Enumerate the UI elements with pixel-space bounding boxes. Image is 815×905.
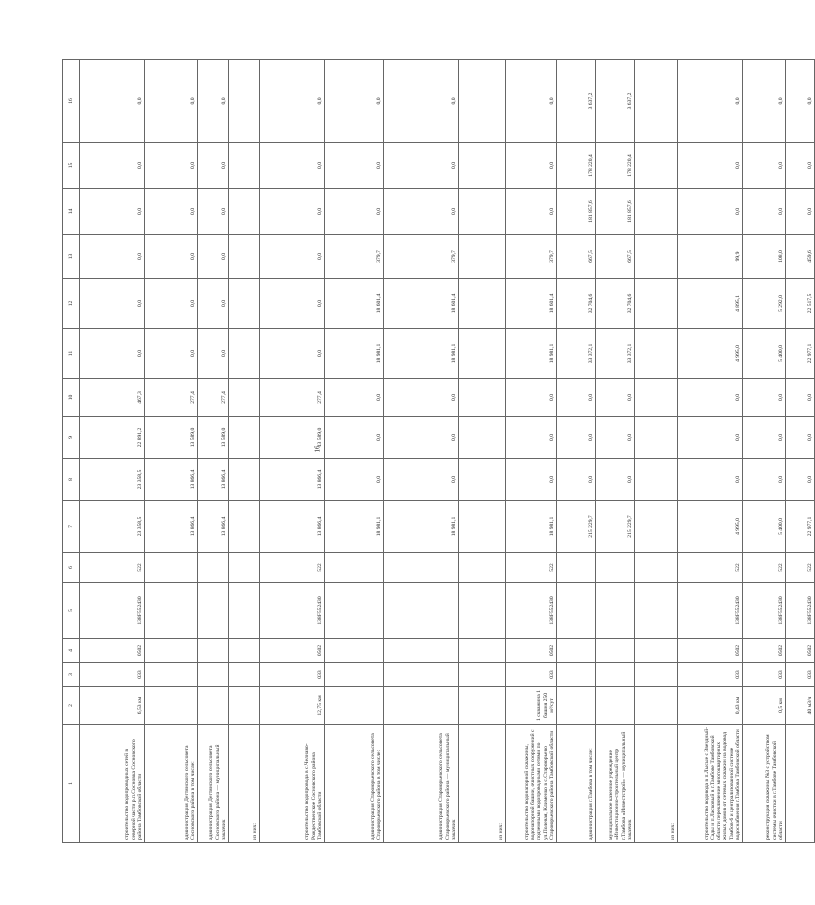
header-cell: 3: [63, 663, 80, 687]
table-cell: 0,0: [743, 189, 786, 235]
table-cell: 18 981,1: [384, 329, 459, 379]
table-cell: 13 866,4: [198, 501, 229, 553]
table-cell: [459, 60, 506, 143]
table-cell: [635, 583, 678, 639]
table-cell: 467,3: [80, 379, 145, 417]
table-cell: 0,0: [786, 379, 815, 417]
table-cell: 0,0: [325, 60, 384, 143]
table-cell: 0,0: [260, 143, 325, 189]
table-cell: [459, 583, 506, 639]
table-cell: 5 400,0: [743, 501, 786, 553]
header-cell: 16: [63, 60, 80, 143]
table-cell: 0,0: [145, 235, 198, 279]
table-cell: [198, 553, 229, 583]
table-cell: [384, 639, 459, 663]
table-cell: 0,0: [325, 459, 384, 501]
table-row: [743, 60, 786, 843]
table-cell: 0502: [506, 639, 557, 663]
table-cell: [635, 189, 678, 235]
table-cell: 181 857,6: [557, 189, 596, 235]
rotated-table-container: [62, 60, 813, 843]
budget-table: [62, 59, 815, 843]
table-cell: 667,5: [557, 235, 596, 279]
table-cell: 033: [260, 663, 325, 687]
table-cell: 0,0: [384, 417, 459, 459]
table-cell: 178 220,4: [557, 143, 596, 189]
table-row: [459, 60, 506, 843]
table-row: [325, 60, 384, 843]
table-cell: 1 скважина 1 башня 250 м³/сут: [506, 687, 557, 725]
table-cell: 13 589,0: [260, 417, 325, 459]
table-cell: [145, 583, 198, 639]
table-cell: из них:: [229, 725, 260, 843]
table-cell: [635, 143, 678, 189]
table-cell: [635, 553, 678, 583]
table-cell: 0,0: [743, 143, 786, 189]
table-cell: 40 м3/ч: [786, 687, 815, 725]
table-cell: 32 704,6: [596, 279, 635, 329]
table-cell: [229, 639, 260, 663]
table-cell: [229, 189, 260, 235]
table-cell: 0,0: [678, 189, 743, 235]
table-cell: [596, 639, 635, 663]
table-cell: 0,0: [260, 189, 325, 235]
table-cell: 0,0: [384, 189, 459, 235]
table-cell: администрация Дегтянского сельсовета Сосновского района в том числе:: [145, 725, 198, 843]
table-row: [635, 60, 678, 843]
table-cell: [459, 329, 506, 379]
table-cell: [229, 235, 260, 279]
table-cell: 0,0: [678, 60, 743, 143]
table-cell: 5 400,0: [743, 329, 786, 379]
table-cell: 0,0: [198, 235, 229, 279]
table-cell: [198, 663, 229, 687]
table-cell: 0,0: [786, 417, 815, 459]
header-cell: 1: [63, 725, 80, 843]
table-cell: [459, 663, 506, 687]
header-cell: 4: [63, 639, 80, 663]
table-cell: [635, 663, 678, 687]
table-cell: [557, 639, 596, 663]
table-cell: 0,0: [145, 329, 198, 379]
table-cell: 379,7: [384, 235, 459, 279]
table-cell: 0,0: [384, 143, 459, 189]
table-cell: [459, 501, 506, 553]
table-cell: из них:: [635, 725, 678, 843]
table-cell: [459, 687, 506, 725]
table-cell: [145, 663, 198, 687]
table-cell: 13 866,4: [260, 501, 325, 553]
table-cell: 0,0: [260, 235, 325, 279]
table-cell: [229, 501, 260, 553]
table-cell: 13 866,4: [260, 459, 325, 501]
table-cell: [635, 379, 678, 417]
table-cell: 522: [260, 553, 325, 583]
table-cell: 18 981,1: [506, 501, 557, 553]
table-cell: [145, 553, 198, 583]
table-cell: 0,0: [384, 379, 459, 417]
table-cell: 0,0: [260, 329, 325, 379]
table-cell: [635, 235, 678, 279]
table-cell: [459, 553, 506, 583]
table-cell: 0,0: [260, 60, 325, 143]
table-cell: 0,0: [506, 60, 557, 143]
table-cell: [635, 329, 678, 379]
table-cell: 0502: [743, 639, 786, 663]
table-cell: 0,0: [786, 459, 815, 501]
table-cell: 0,0: [678, 417, 743, 459]
table-cell: [557, 663, 596, 687]
table-cell: [229, 60, 260, 143]
table-row: [145, 60, 198, 843]
table-cell: 0,0: [145, 279, 198, 329]
table-cell: 0,0: [506, 459, 557, 501]
table-cell: [786, 725, 815, 843]
table-cell: 138F552430: [260, 583, 325, 639]
table-row: [384, 60, 459, 843]
table-cell: [229, 687, 260, 725]
table-cell: 0,0: [743, 459, 786, 501]
table-cell: 0,0: [786, 143, 815, 189]
table-cell: 13 589,0: [145, 417, 198, 459]
table-cell: [325, 583, 384, 639]
table-cell: строительство водонапорной скважины, водонапорной башни, очистных сооружений с подземными водопроводными сетями по ул.Полевая, Клименко в с.Староюрьево Староюрьевского района Тамбовской области: [506, 725, 557, 843]
table-cell: 178 220,4: [596, 143, 635, 189]
table-cell: 0,0: [80, 189, 145, 235]
header-cell: 10: [63, 379, 80, 417]
table-cell: 22 977,1: [786, 329, 815, 379]
table-row: [506, 60, 557, 843]
table-cell: 0,0: [325, 189, 384, 235]
table-cell: [325, 553, 384, 583]
table-cell: 0,0: [198, 143, 229, 189]
table-cell: 0502: [80, 639, 145, 663]
table-cell: 138F552430: [506, 583, 557, 639]
table-cell: 22 977,1: [786, 501, 815, 553]
table-cell: [635, 459, 678, 501]
table-cell: [325, 687, 384, 725]
table-cell: [198, 583, 229, 639]
table-cell: 379,7: [325, 235, 384, 279]
table-cell: 18 601,4: [325, 279, 384, 329]
table-cell: 033: [678, 663, 743, 687]
table-cell: [557, 583, 596, 639]
table-cell: 0,0: [596, 417, 635, 459]
table-cell: 0,0: [557, 379, 596, 417]
table-cell: 0,0: [743, 417, 786, 459]
table-cell: [229, 417, 260, 459]
table-cell: 13 866,4: [145, 501, 198, 553]
table-cell: 18 601,4: [506, 279, 557, 329]
table-cell: 033: [80, 663, 145, 687]
table-cell: 522: [80, 553, 145, 583]
table-cell: 0,0: [145, 143, 198, 189]
table-cell: 0,0: [325, 379, 384, 417]
table-cell: 22 891,2: [80, 417, 145, 459]
table-cell: 0,0: [260, 279, 325, 329]
table-cell: 379,7: [506, 235, 557, 279]
table-cell: [596, 553, 635, 583]
table-cell: [459, 143, 506, 189]
table-cell: 13 866,4: [145, 459, 198, 501]
table-cell: 0,0: [557, 417, 596, 459]
table-cell: [384, 687, 459, 725]
table-cell: [384, 553, 459, 583]
header-cell: 9: [63, 417, 80, 459]
table-cell: 0,0: [384, 459, 459, 501]
table-cell: 138F552430: [80, 583, 145, 639]
table-row: [678, 60, 743, 843]
table-cell: 0,0: [596, 459, 635, 501]
table-cell: 0502: [786, 639, 815, 663]
table-cell: 0,0: [80, 279, 145, 329]
table-cell: [229, 279, 260, 329]
table-cell: 138F552430: [786, 583, 815, 639]
header-cell: 5: [63, 583, 80, 639]
table-cell: 0,0: [325, 143, 384, 189]
table-cell: 3 637,2: [596, 60, 635, 143]
table-cell: 033: [743, 663, 786, 687]
table-cell: [229, 553, 260, 583]
table-cell: 0502: [260, 639, 325, 663]
table-cell: 12,75 км: [260, 687, 325, 725]
table-cell: 0,0: [506, 143, 557, 189]
table-cell: 0,0: [145, 189, 198, 235]
table-cell: 0,0: [198, 329, 229, 379]
table-cell: 18 981,1: [325, 329, 384, 379]
table-cell: 23 358,5: [80, 501, 145, 553]
table-cell: 522: [743, 553, 786, 583]
table-cell: [635, 687, 678, 725]
table-cell: 0502: [678, 639, 743, 663]
table-cell: 138F552430: [743, 583, 786, 639]
table-cell: [459, 235, 506, 279]
table-cell: 4 895,1: [678, 279, 743, 329]
table-cell: 522: [678, 553, 743, 583]
table-cell: 0,0: [80, 60, 145, 143]
header-cell: 12: [63, 279, 80, 329]
table-cell: 215 229,7: [596, 501, 635, 553]
table-cell: 277,4: [145, 379, 198, 417]
table-row: [80, 60, 145, 843]
table-row: [260, 60, 325, 843]
table-cell: 0,0: [506, 379, 557, 417]
table-cell: 0,0: [506, 189, 557, 235]
table-cell: 277,4: [198, 379, 229, 417]
header-cell: 11: [63, 329, 80, 379]
table-cell: 0,0: [384, 60, 459, 143]
table-cell: 0,0: [786, 60, 815, 143]
table-cell: 522: [506, 553, 557, 583]
table-cell: реконструкция скважины №3 с устройством системы очистки в г.Тамбове Тамбовской области: [743, 725, 786, 843]
table-cell: [459, 639, 506, 663]
table-cell: [557, 687, 596, 725]
table-cell: [596, 663, 635, 687]
table-cell: 33 372,1: [596, 329, 635, 379]
table-cell: 0,0: [198, 60, 229, 143]
table-cell: 0,0: [80, 235, 145, 279]
table-cell: 0,0: [678, 459, 743, 501]
table-cell: [325, 639, 384, 663]
page-number: 16: [313, 445, 322, 453]
table-cell: строительство водовода в п.Лысые с Звездный-Сады и п.Ласковый в г.Тамбове Тамбовской области переключение многоквартирных жилых домов от сетевых скважин на водовод Тамбов-6 и централизованной системе водоснабжения г.Тамбова Тамбовской области: [678, 725, 743, 843]
table-cell: [229, 143, 260, 189]
table-cell: [459, 279, 506, 329]
table-cell: [459, 189, 506, 235]
table-cell: [635, 417, 678, 459]
table-cell: 215 229,7: [557, 501, 596, 553]
table-cell: [325, 663, 384, 687]
table-cell: 32 704,6: [557, 279, 596, 329]
table-cell: [635, 501, 678, 553]
table-header-row: [63, 60, 80, 843]
table-cell: [459, 379, 506, 417]
table-cell: 23 358,5: [80, 459, 145, 501]
table-cell: 0,0: [80, 143, 145, 189]
table-cell: 0,0: [80, 329, 145, 379]
table-cell: [229, 459, 260, 501]
table-cell: 22 517,5: [786, 279, 815, 329]
table-cell: муниципальное казенное учреждение «Инвестиционно-строительный центр г.Тамбова «Инвестстрой» — муниципальный заказчик: [596, 725, 635, 843]
header-cell: 8: [63, 459, 80, 501]
table-cell: [145, 687, 198, 725]
table-cell: 108,0: [743, 235, 786, 279]
table-cell: [596, 583, 635, 639]
table-cell: 18 981,1: [506, 329, 557, 379]
table-cell: [596, 687, 635, 725]
table-cell: 0,0: [145, 60, 198, 143]
table-cell: [229, 329, 260, 379]
table-cell: администрация г.Тамбова в том числе:: [557, 725, 596, 843]
table-cell: строительство водопроводных сетей в северной части р.п.Сосновка Сосновского района Тамбовской области: [80, 725, 145, 843]
header-cell: 6: [63, 553, 80, 583]
table-cell: администрация Староюрьевского сельсовета Староюрьевского района — муниципальный заказчик: [384, 725, 459, 843]
table-cell: 522: [786, 553, 815, 583]
table-cell: [635, 279, 678, 329]
table-row: [229, 60, 260, 843]
table-cell: 0,43 км: [678, 687, 743, 725]
table-row: [198, 60, 229, 843]
table-cell: 18 981,1: [325, 501, 384, 553]
table-cell: 0,0: [743, 60, 786, 143]
table-cell: 0,0: [596, 379, 635, 417]
table-cell: [198, 687, 229, 725]
table-cell: 6,53 км: [80, 687, 145, 725]
table-cell: 033: [506, 663, 557, 687]
table-cell: 033: [786, 663, 815, 687]
header-cell: 15: [63, 143, 80, 189]
table-cell: 0,0: [678, 379, 743, 417]
table-cell: 5 292,0: [743, 279, 786, 329]
table-cell: 3 637,2: [557, 60, 596, 143]
table-cell: 0,0: [325, 417, 384, 459]
table-cell: [198, 639, 229, 663]
table-cell: 0,0: [743, 379, 786, 417]
table-cell: 13 866,4: [198, 459, 229, 501]
table-cell: администрация Староюрьевского сельсовета Староюрьевского района в том числе:: [325, 725, 384, 843]
table-cell: [384, 583, 459, 639]
header-cell: 13: [63, 235, 80, 279]
table-cell: 667,5: [596, 235, 635, 279]
table-cell: 0,0: [557, 459, 596, 501]
table-cell: [229, 663, 260, 687]
table-cell: [229, 583, 260, 639]
table-cell: 4 995,0: [678, 501, 743, 553]
table-cell: [384, 663, 459, 687]
table-cell: [229, 379, 260, 417]
table-cell: 18 601,4: [384, 279, 459, 329]
table-cell: [635, 60, 678, 143]
table-cell: 459,6: [786, 235, 815, 279]
table-cell: [145, 639, 198, 663]
table-row: [596, 60, 635, 843]
table-cell: 18 981,1: [384, 501, 459, 553]
table-cell: администрация Дегтянского сельсовета Сосновского района — муниципальный заказчик: [198, 725, 229, 843]
table-cell: строительство водопровода в с.Челнаво-Рождественское Сосновского района Тамбовской области: [260, 725, 325, 843]
table-cell: 0,0: [786, 189, 815, 235]
table-cell: [459, 459, 506, 501]
table-cell: 0,5 км: [743, 687, 786, 725]
header-cell: 2: [63, 687, 80, 725]
table-cell: 181 857,6: [596, 189, 635, 235]
table-cell: 277,4: [260, 379, 325, 417]
table-cell: [459, 417, 506, 459]
table-cell: 0,0: [198, 279, 229, 329]
table-cell: [635, 639, 678, 663]
header-cell: 7: [63, 501, 80, 553]
table-cell: 13 589,0: [198, 417, 229, 459]
table-row: [786, 60, 815, 843]
table-cell: 0,0: [678, 143, 743, 189]
table-cell: 33 372,1: [557, 329, 596, 379]
table-cell: 0,0: [506, 417, 557, 459]
table-cell: 99,9: [678, 235, 743, 279]
table-row: [557, 60, 596, 843]
table-cell: 0,0: [198, 189, 229, 235]
header-cell: 14: [63, 189, 80, 235]
table-cell: из них:: [459, 725, 506, 843]
table-cell: 4 995,0: [678, 329, 743, 379]
table-cell: 138F552430: [678, 583, 743, 639]
table-cell: [557, 553, 596, 583]
